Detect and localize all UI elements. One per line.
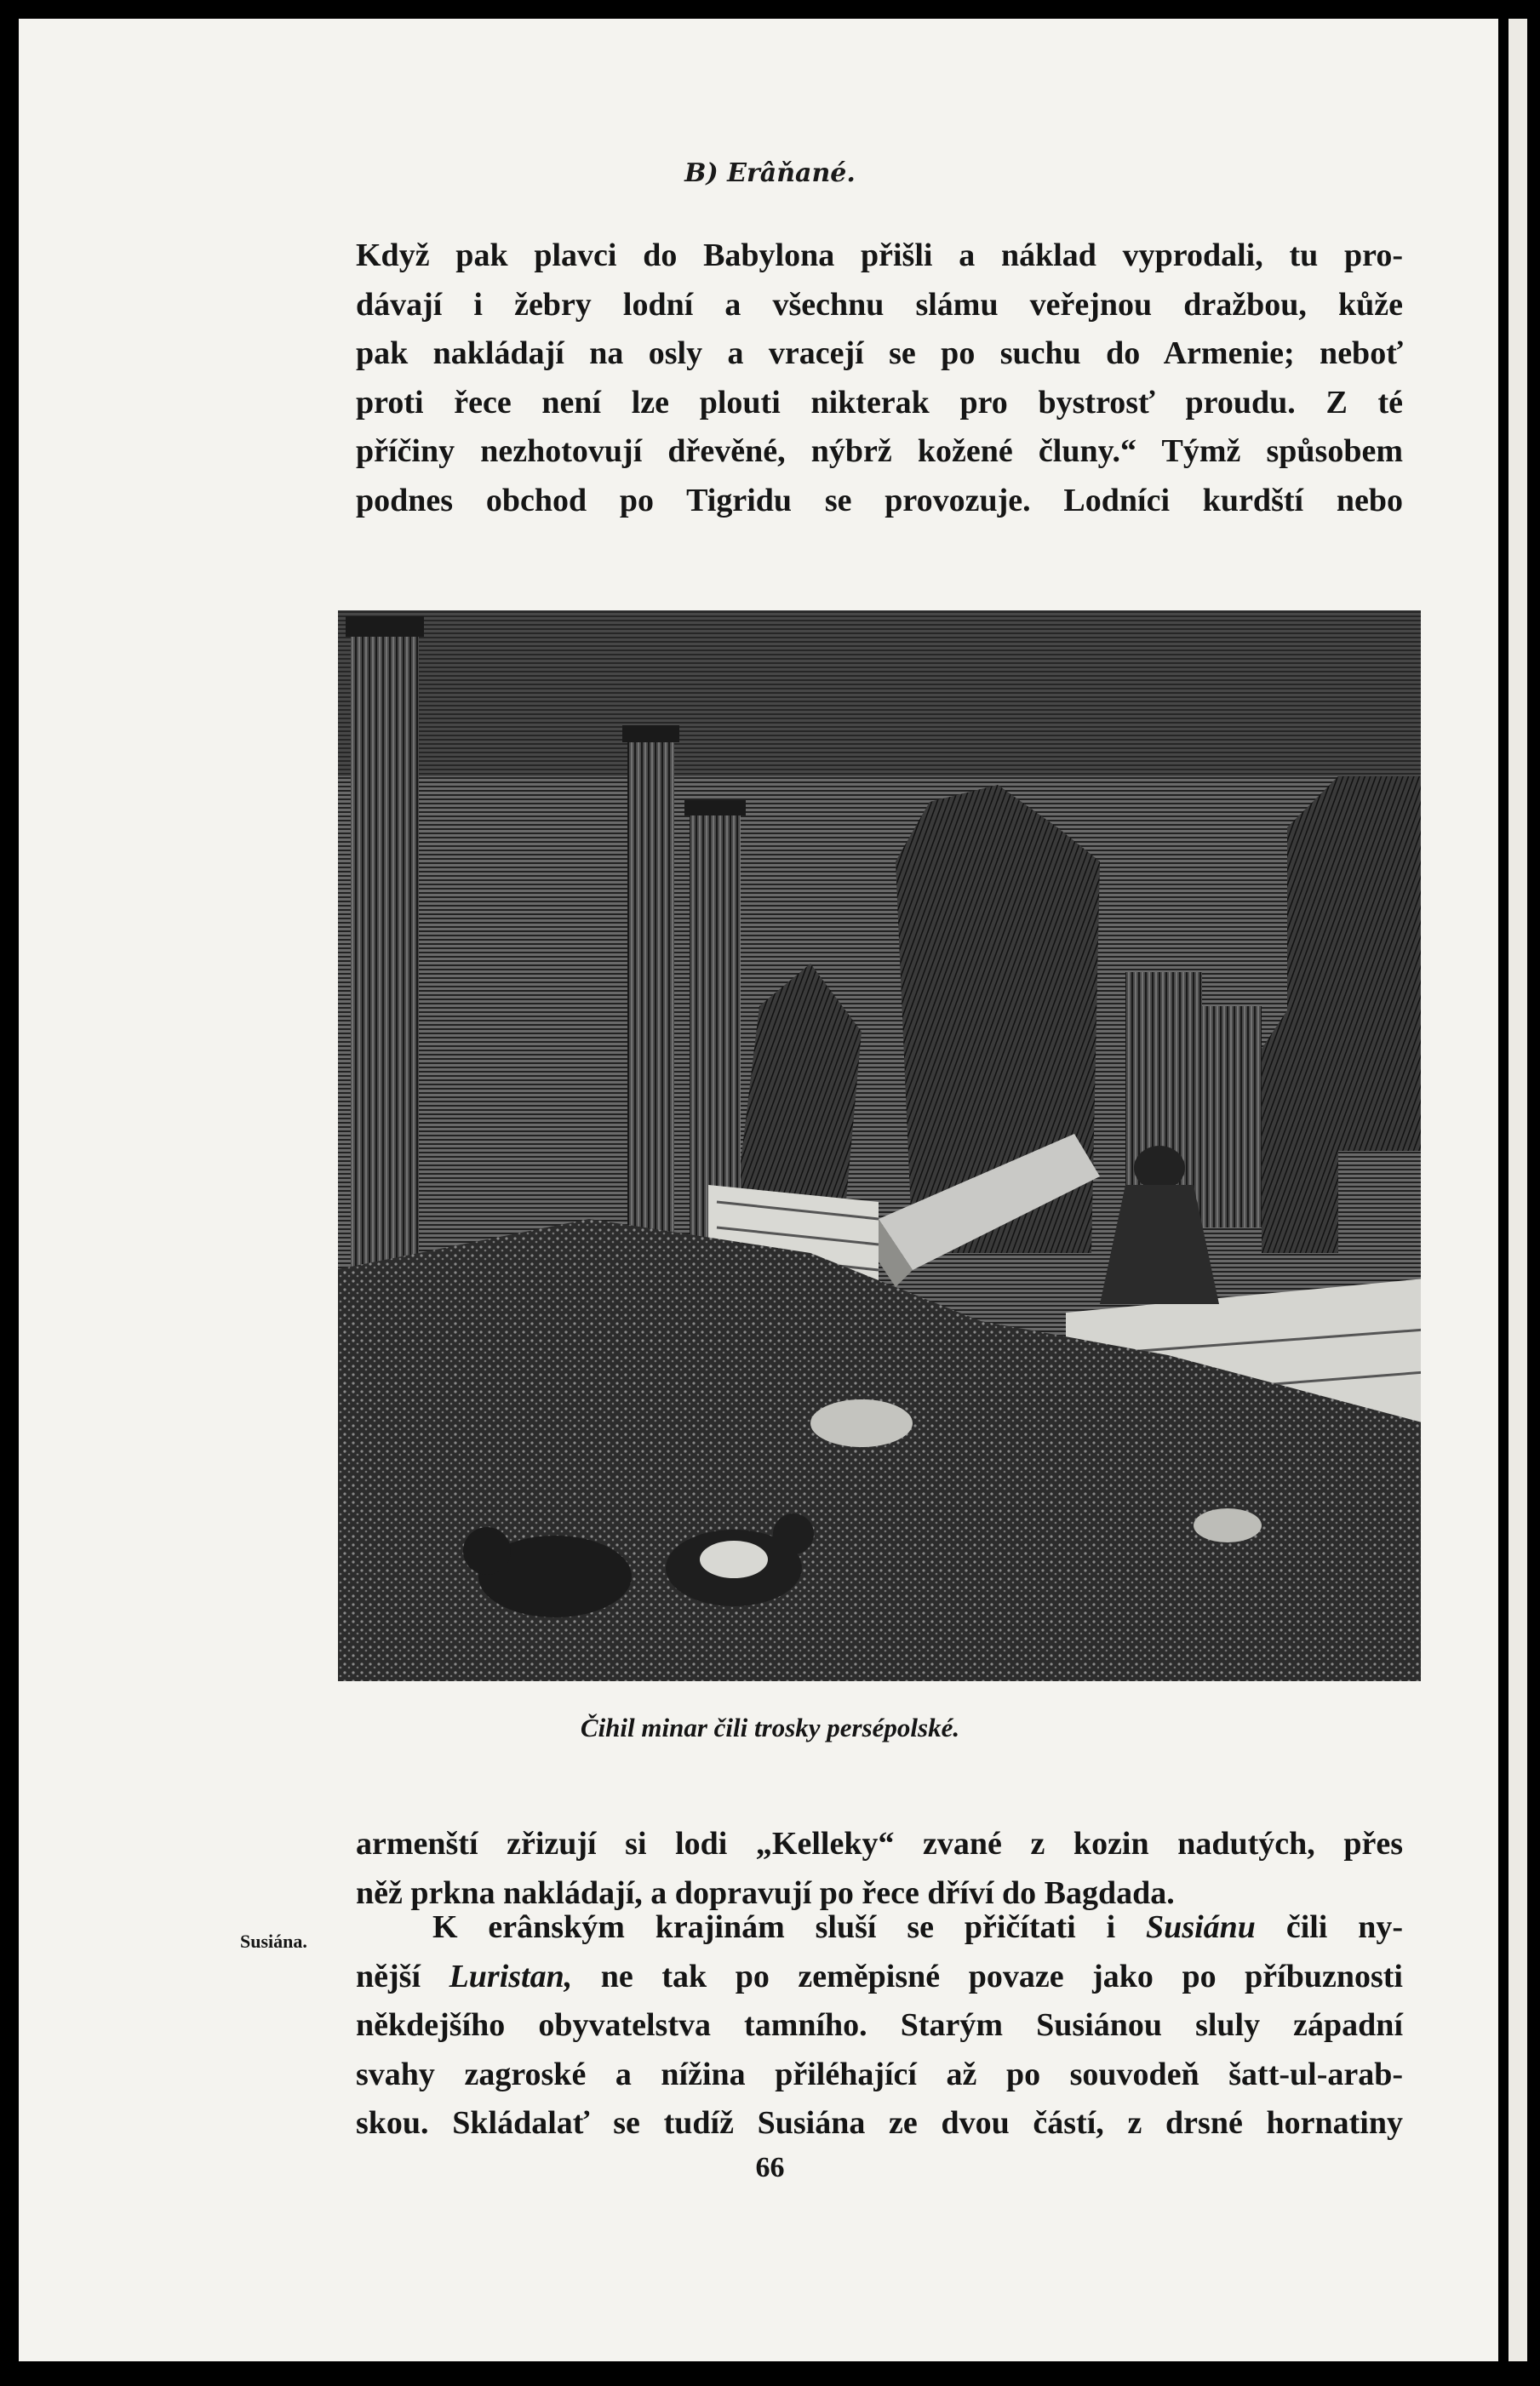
text-segment: K erânským krajinám sluší se přičítati i <box>432 1909 1116 1945</box>
text-line <box>356 1953 1403 2002</box>
running-head: B) Erâňané. <box>684 158 856 188</box>
text-line: dávají i žebry lodní a všechnu slámu veřejnou dražbou, kůže <box>356 286 1403 323</box>
top-paragraph <box>356 232 1403 525</box>
text-line: někdejšího obyvatelstva tamního. Starým Susiánou sluly západní <box>356 2007 1403 2043</box>
margin-note: Susiána. <box>240 1931 307 1952</box>
text-line: příčiny nezhotovují dřevěné, nýbrž kožené čluny.“ Týmž spůsobem <box>356 433 1403 469</box>
text-line: proti řece není lze plouti nikterak pro bystrosť proudu. Z té <box>356 384 1403 421</box>
engraving-illustration <box>334 606 1425 1685</box>
text-segment: nější <box>356 1958 421 1994</box>
italic-term: Susiánu <box>1146 1909 1256 1945</box>
text-line: Když pak plavci do Babylona přišli a náklad vyprodali, tu pro- <box>356 237 1403 273</box>
text-line: podnes obchod po Tigridu se provozuje. Lodníci kurdští nebo <box>356 482 1403 518</box>
adjacent-page-edge <box>1509 19 1527 2361</box>
figure-caption: Čihil minar čili trosky persépolské. <box>580 1713 960 1742</box>
text-line: pak nakládají na osly a vracejí se po suchu do Armenie; neboť <box>356 335 1403 371</box>
italic-term: Luristan, <box>449 1958 573 1994</box>
text-segment: čili ny- <box>1285 1909 1404 1945</box>
text-line: svahy zagroské a nížina přiléhající až po souvodeň šatt-ul-arab- <box>356 2056 1403 2092</box>
page-number: 66 <box>755 2152 785 2183</box>
lower-paragraph <box>356 1903 1403 2149</box>
text-line <box>356 1903 1403 1953</box>
text-line: skou. Skládalať se tudíž Susiána ze dvou částí, z drsné hornatiny <box>356 2105 1403 2141</box>
text-line: armenští zřizují si lodi „Kelleky“ zvané z kozin nadutých, přes <box>356 1826 1403 1862</box>
text-line: něž prkna nakládají, a dopravují po řece dříví do Bagdada. <box>356 1874 1175 1911</box>
text-segment: ne tak po zeměpisné povaze jako po příbuznosti <box>600 1958 1403 1994</box>
